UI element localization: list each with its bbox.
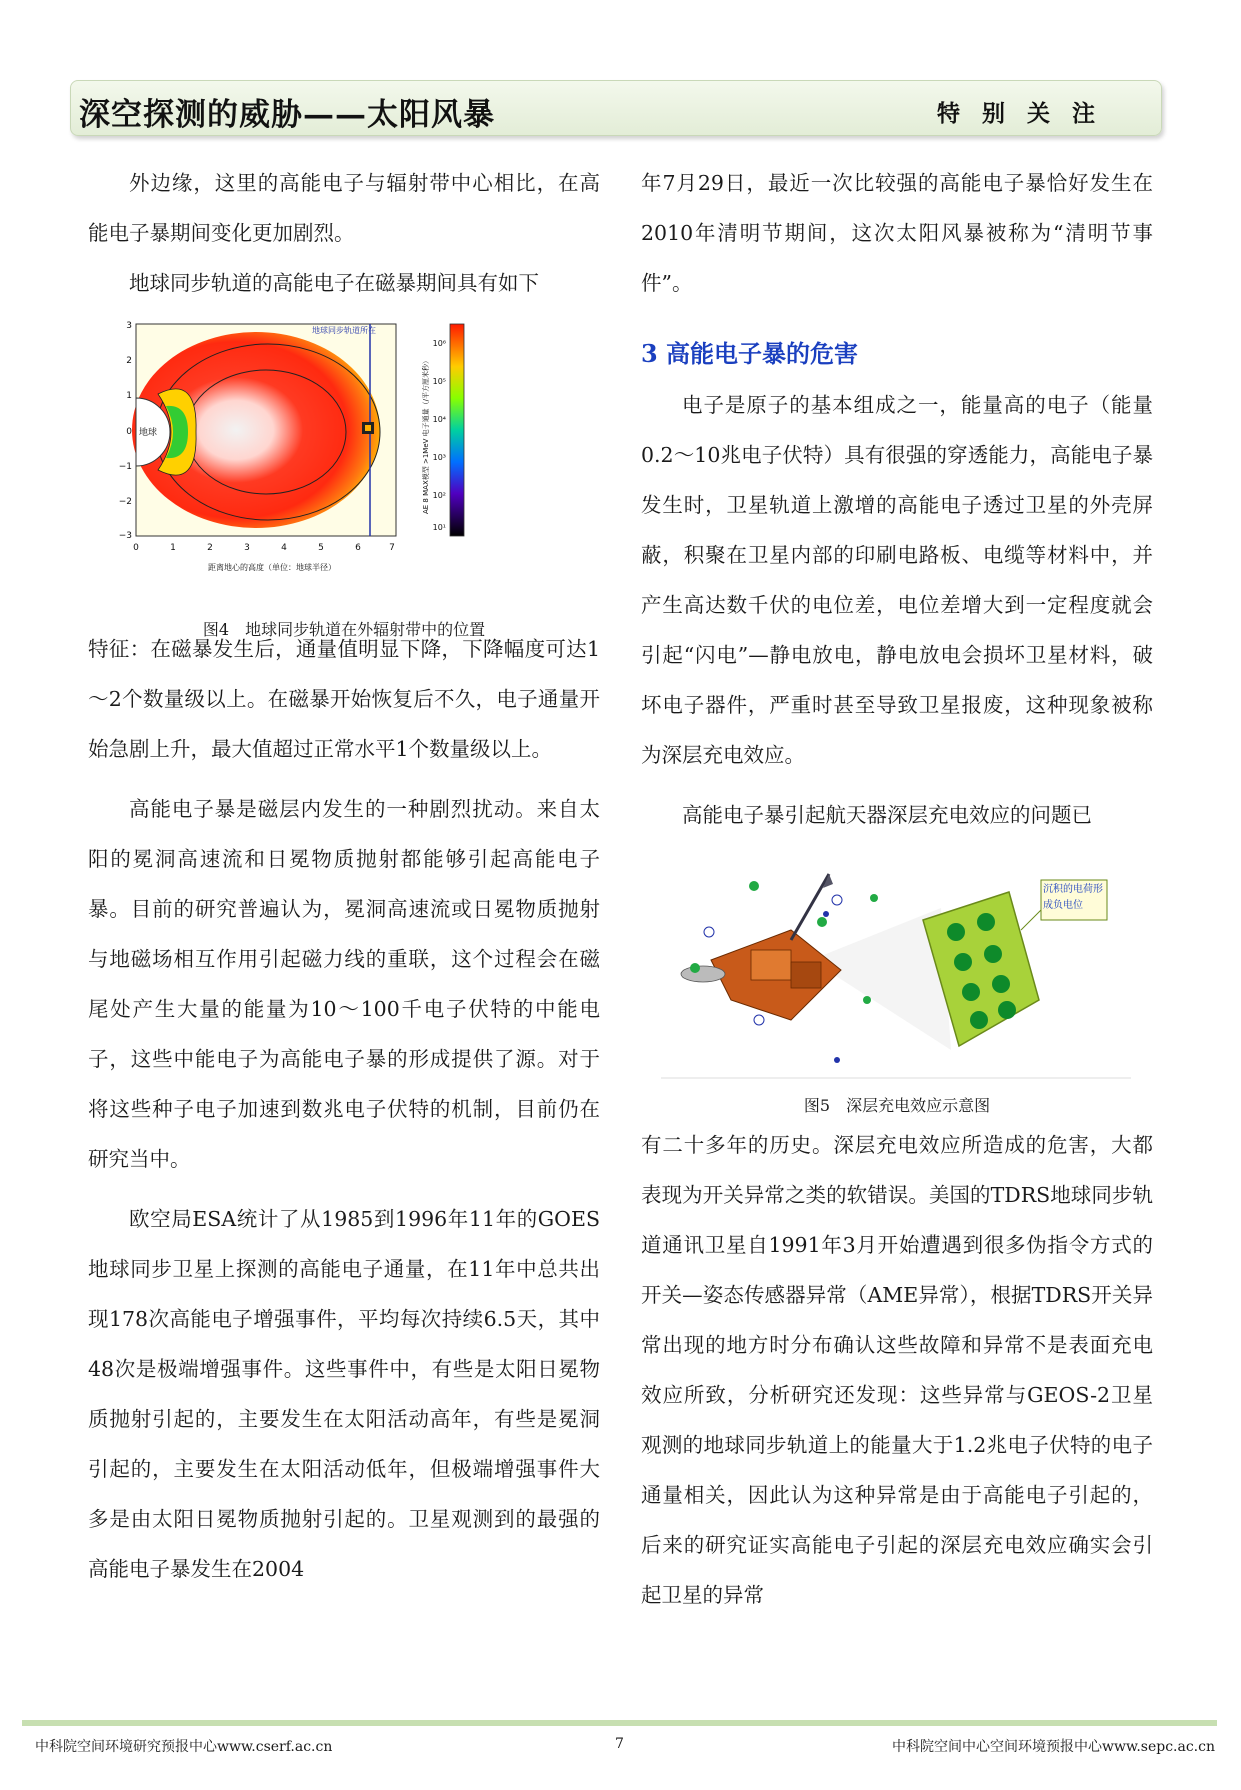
x-tick: 6 <box>355 543 361 553</box>
geosync-label: 地球同步轨道所在 <box>312 326 376 335</box>
y-tick: 2 <box>126 356 132 366</box>
colorbar-tick: 10⁶ <box>432 339 446 348</box>
deep-charging-illustration <box>641 850 1153 1090</box>
footer-left-text: 中科院空间环境研究预报中心www.cserf.ac.cn <box>35 1739 333 1755</box>
x-tick: 5 <box>318 543 324 553</box>
colorbar-tick: 10⁴ <box>432 415 446 424</box>
callout-label: 沉积的电荷形成负电位 <box>1043 884 1103 911</box>
paragraph: 有二十多年的历史。深层充电效应所造成的危害，大都表现为开关异常之类的软错误。美国的TDRS地球同步轨道通讯卫星自1991年3月开始遭遇到很多伪指令方式的开关—姿态传感器异常（AME异常），根据TDRS开关异常出现的地方时分布确认这些故障和异常不是表面充电效应所致，分析研究还发现：这些异常与GEOS-2卫星观测的地球同步轨道上的能量大于1.2兆电子伏特的电子通量相关，因此认为这种异常是由于高能电子引起的，后来的研究证实高能电子引起的深层充电效应确实会引起卫星的异常 <box>641 1133 1153 1607</box>
colorbar-label: AE 8 MAX模型 >1MeV 电子通量（/平方厘米秒） <box>422 356 430 514</box>
y-tick: −2 <box>118 497 132 507</box>
figure-4 <box>88 314 600 639</box>
page-header <box>70 80 1162 136</box>
paragraph: 高能电子暴是磁层内发生的一种剧烈扰动。来自太阳的冕洞高速流和日冕物质抛射都能够引起高能电子暴。目前的研究普遍认为，冕洞高速流或日冕物质抛射与地磁场相互作用引起磁力线的重联，这个过程会在磁尾处产生大量的能量为10～100千电子伏特的中能电子，这些中能电子为高能电子暴的形成提供了源。对于将这些种子电子加速到数兆电子伏特的机制，目前仍在研究当中。 <box>88 797 600 1171</box>
x-tick: 4 <box>281 543 287 553</box>
x-tick: 3 <box>244 543 250 553</box>
footer-right-text: 中科院空间中心空间环境预报中心www.sepc.ac.cn <box>892 1739 1215 1755</box>
earth-label: 地球 <box>139 428 158 438</box>
y-tick: 3 <box>126 321 132 331</box>
paragraph: 特征：在磁暴发生后，通量值明显下降，下降幅度可达1～2个数量级以上。在磁暴开始恢复后不久，电子通量开始急剧上升，最大值超过正常水平1个数量级以上。 <box>88 637 600 761</box>
figure-5-caption: 图5 深层充电效应示意图 <box>803 1096 991 1115</box>
right-column <box>641 158 1153 1620</box>
colorbar <box>450 324 464 536</box>
paragraph: 电子是原子的基本组成之一，能量高的电子（能量0.2～10兆电子伏特）具有很强的穿透能力，高能电子暴发生时，卫星轨道上激增的高能电子透过卫星的外壳屏蔽，积聚在卫星内部的印刷电路板、电缆等材料中，并产生高达数千伏的电位差，电位差增大到一定程度就会引起“闪电”—静电放电，静电放电会损坏卫星材料，破坏电子器件，严重时甚至导致卫星报废，这种现象被称为深层充电效应。 <box>641 393 1153 767</box>
footer-divider <box>22 1720 1217 1726</box>
paragraph: 年7月29日，最近一次比较强的高能电子暴恰好发生在2010年清明节期间，这次太阳风暴被称为“清明节事件”。 <box>641 171 1153 295</box>
page-number: 7 <box>615 1736 624 1752</box>
article-title: 深空探测的威胁——太阳风暴 <box>79 97 495 133</box>
y-tick: −1 <box>118 462 132 472</box>
x-tick: 1 <box>170 543 176 553</box>
paragraph: 欧空局ESA统计了从1985到1996年11年的GOES地球同步卫星上探测的高能电子通量，在11年中总共出现178次高能电子增强事件，平均每次持续6.5天，其中48次是极端增强事件。这些事件中，有些是太阳日冕物质抛射引起的，主要发生在太阳活动高年，有些是冕洞引起的，主要发生在太阳活动低年，但极端增强事件大多是由太阳日冕物质抛射引起的。卫星观测到的最强的高能电子暴发生在2004 <box>88 1207 600 1581</box>
paragraph: 外边缘，这里的高能电子与辐射带中心相比，在高能电子暴期间变化更加剧烈。 <box>88 171 600 245</box>
x-tick: 7 <box>389 543 395 553</box>
x-tick: 0 <box>133 543 139 553</box>
left-column <box>88 158 600 1594</box>
colorbar-tick: 10⁵ <box>432 377 446 386</box>
figure-5 <box>641 850 1153 1120</box>
section-heading: 3 高能电子暴的危害 <box>641 339 859 368</box>
paragraph: 地球同步轨道的高能电子在磁暴期间具有如下 <box>129 271 539 295</box>
section-label: 特别关注 <box>937 100 1117 127</box>
x-axis-label: 距离地心的高度（单位：地球半径） <box>208 563 336 572</box>
y-tick: 1 <box>126 391 132 401</box>
colorbar-tick: 10¹ <box>432 523 446 532</box>
satellite-icon <box>681 874 841 1020</box>
colorbar-tick: 10³ <box>432 453 446 462</box>
radiation-belt-plot <box>88 314 600 614</box>
paragraph: 高能电子暴引起航天器深层充电效应的问题已 <box>682 803 1092 827</box>
colorbar-tick: 10² <box>432 491 446 500</box>
y-tick: 0 <box>126 427 132 437</box>
y-tick: −3 <box>118 531 132 541</box>
x-tick: 2 <box>207 543 213 553</box>
figure-4-caption: 图4 地球同步轨道在外辐射带中的位置 <box>202 620 486 639</box>
